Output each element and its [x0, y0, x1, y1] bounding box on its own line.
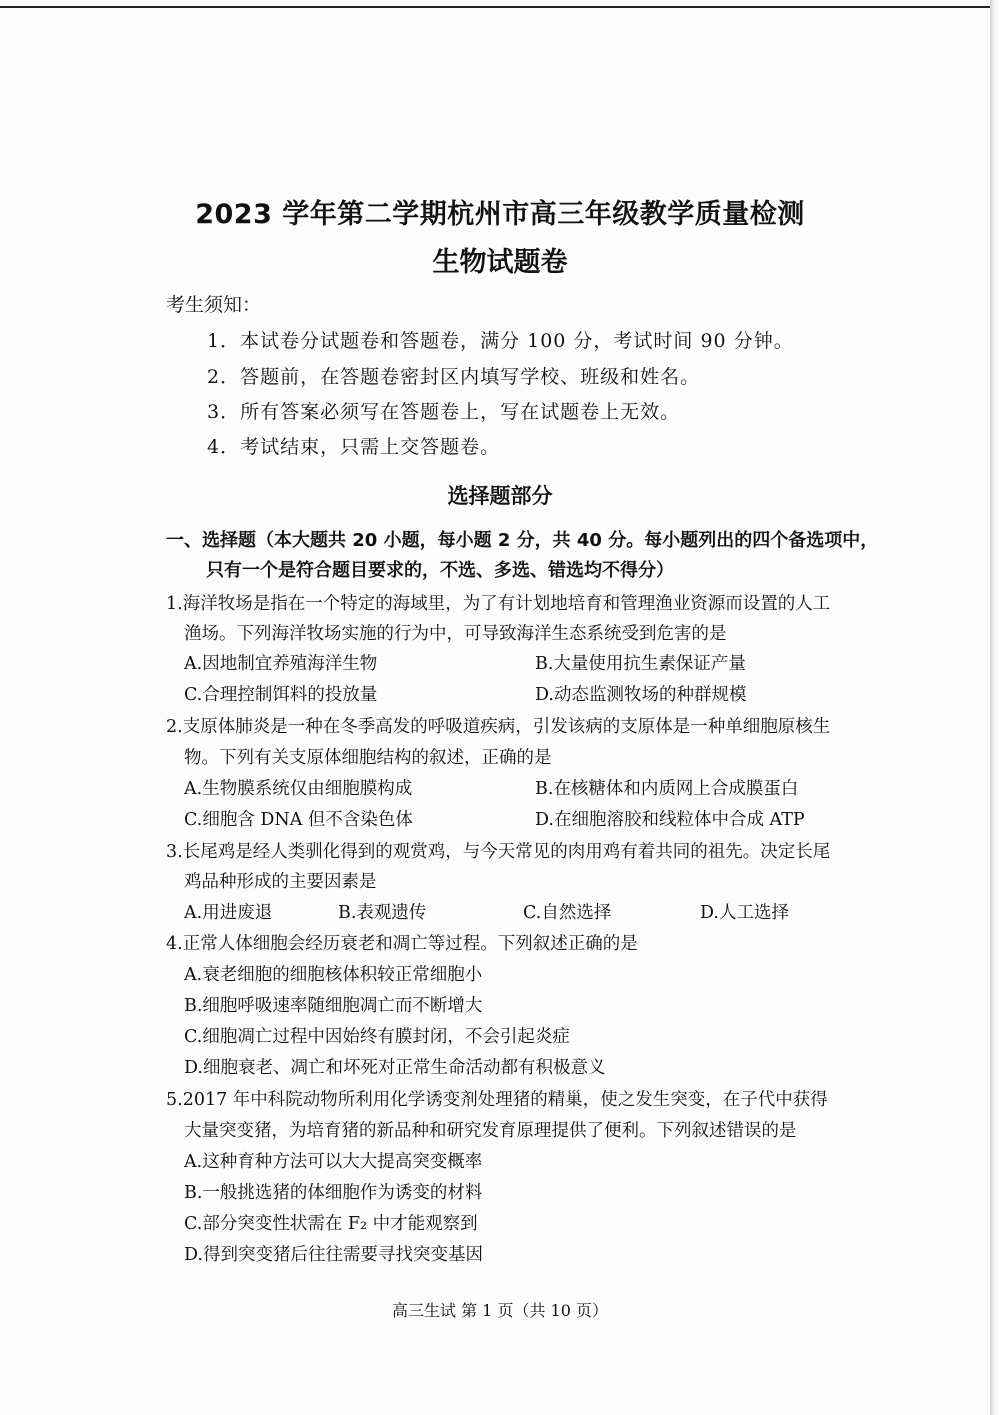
question-2-option-c: C.细胞含 DNA 但不含染色体	[184, 810, 413, 830]
question-3-option-b: B.表观遗传	[338, 903, 427, 923]
question-3-line-1: 3.长尾鸡是经人类驯化得到的观赏鸡，与今天常见的肉用鸡有着共同的祖先。决定长尾	[166, 842, 831, 862]
scan-top-edge	[0, 6, 1000, 8]
exam-title: 2023 学年第二学期杭州市高三年级教学质量检测	[195, 199, 805, 230]
question-1-option-a: A.因地制宜养殖海洋生物	[184, 654, 378, 674]
question-2-option-a: A.生物膜系统仅由细胞膜构成	[184, 779, 413, 799]
question-2-line-1: 2.支原体肺炎是一种在冬季高发的呼吸道疾病，引发该病的支原体是一种单细胞原核生	[166, 717, 831, 737]
question-5-option-d: D.得到突变猪后往往需要寻找突变基因	[184, 1245, 483, 1265]
question-1-option-d: D.动态监测牧场的种群规模	[535, 685, 747, 705]
notice-item-4: 4．考试结束，只需上交答题卷。	[207, 436, 501, 458]
question-3-line-2: 鸡品种形成的主要因素是	[184, 872, 377, 892]
question-5-option-b: B.一般挑选猪的体细胞作为诱变的材料	[184, 1183, 483, 1203]
question-4-option-a: A.衰老细胞的细胞核体积较正常细胞小	[184, 965, 483, 985]
question-3-option-a: A.用进废退	[184, 903, 273, 923]
question-1-option-b: B.大量使用抗生素保证产量	[535, 654, 746, 674]
question-3-option-c: C.自然选择	[523, 903, 612, 923]
question-5-option-c: C.部分突变性状需在 F₂ 中才能观察到	[184, 1214, 478, 1234]
notice-heading: 考生须知：	[166, 294, 262, 316]
section-instruction-line2: 只有一个是符合题目要求的，不选、多选、错选均不得分）	[206, 560, 674, 581]
question-5-line-2: 大量突变猪，为培育猪的新品种和研究发育原理提供了便利。下列叙述错误的是	[184, 1121, 797, 1141]
question-3-option-d: D.人工选择	[700, 903, 789, 923]
notice-item-3: 3．所有答案必须写在答题卷上，写在试题卷上无效。	[207, 401, 681, 423]
question-5-option-a: A.这种育种方法可以大大提高突变概率	[184, 1152, 483, 1172]
question-4-option-d: D.细胞衰老、凋亡和坏死对正常生命活动都有积极意义	[184, 1058, 606, 1078]
question-2-line-2: 物。下列有关支原体细胞结构的叙述，正确的是	[184, 748, 552, 768]
question-1-line-1: 1.海洋牧场是指在一个特定的海域里，为了有计划地培育和管理渔业资源而设置的人工	[166, 594, 831, 614]
question-2-option-d: D.在细胞溶胶和线粒体中合成 ATP	[535, 810, 805, 830]
question-4-option-c: C.细胞凋亡过程中因始终有膜封闭，不会引起炎症	[184, 1027, 570, 1047]
page-footer: 高三生试 第 1 页（共 10 页）	[392, 1301, 608, 1320]
section-instruction-line1: 一、选择题（本大题共 20 小题，每小题 2 分，共 40 分。每小题列出的四个备选项中，	[166, 530, 879, 551]
notice-item-1: 1．本试卷分试题卷和答题卷，满分 100 分，考试时间 90 分钟。	[207, 330, 794, 352]
question-4-line-1: 4.正常人体细胞会经历衰老和凋亡等过程。下列叙述正确的是	[166, 934, 638, 954]
notice-item-2: 2．答题前，在答题卷密封区内填写学校、班级和姓名。	[207, 366, 701, 388]
exam-subtitle: 生物试题卷	[432, 247, 568, 278]
section-title: 选择题部分	[447, 484, 553, 508]
question-2-option-b: B.在核糖体和内质网上合成膜蛋白	[535, 779, 799, 799]
question-5-line-1: 5.2017 年中科院动物所利用化学诱变剂处理猪的精巢，使之发生突变，在子代中获得	[166, 1090, 828, 1110]
question-1-line-2: 渔场。下列海洋牧场实施的行为中，可导致海洋生态系统受到危害的是	[184, 624, 727, 644]
question-1-option-c: C.合理控制饵料的投放量	[184, 685, 378, 705]
question-4-option-b: B.细胞呼吸速率随细胞凋亡而不断增大	[184, 996, 483, 1016]
